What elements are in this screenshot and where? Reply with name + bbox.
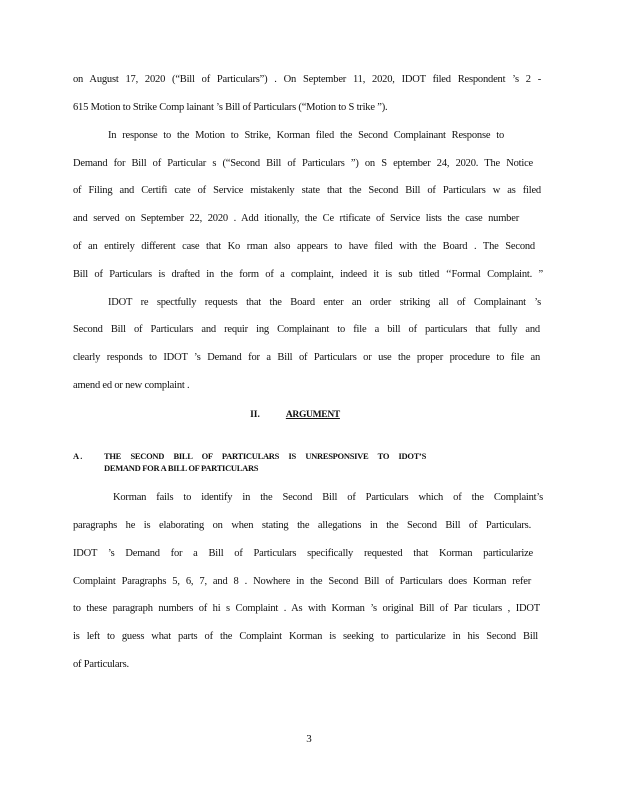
text-line: Second Bill of Particulars and requir ing Complainant to file a bill of particulars that fully and — [73, 324, 540, 335]
text-line: 615 Motion to Strike Comp lainant ’s Bill of Particulars (“Motion to S trike ”). — [73, 102, 388, 113]
text-line: IDOT ’s Demand for a Bill of Particulars specifically requested that Korman particularize — [73, 548, 533, 559]
text-line: of Particulars. — [73, 659, 129, 670]
text-line: Demand for Bill of Particular s (“Second Bill of Particulars ”) on S eptember 24, 2020. The Notice — [73, 158, 533, 169]
subheading-word: PARTICULARS — [221, 451, 280, 461]
section-heading — [0, 409, 618, 421]
text-line: Complaint Paragraphs 5, 6, 7, and 8 . Nowhere in the Second Bill of Particulars does Korman refer — [73, 576, 531, 587]
text-line: is left to guess what parts of the Complaint Korman is seeking to particularize in his Second Bill — [73, 631, 538, 642]
text-line: of Filing and Certifi cate of Service mistakenly state that the Second Bill of Particulars w as filed — [73, 185, 541, 196]
subheading-line-1 — [104, 451, 426, 462]
subheading-label: A . — [73, 451, 83, 461]
subheading-word: THE — [104, 451, 122, 461]
subheading-line-2: DEMAND FOR A BILL OF PARTICULARS — [104, 463, 259, 473]
section-number: II. — [250, 410, 260, 420]
subheading-word: IS UNRESPONSIVE TO IDOT’S — [288, 451, 427, 461]
page-number: 3 — [306, 733, 312, 745]
text-line: amend ed or new complaint . — [73, 380, 190, 391]
text-line: of an entirely different case that Ko rman also appears to have filed with the Board . The Second — [73, 241, 535, 252]
subheading-word: BILL OF — [173, 451, 213, 461]
text-line: In response to the Motion to Strike, Korman filed the Second Complainant Response to — [108, 130, 504, 141]
text-line: and served on September 22, 2020 . Add itionally, the Ce rtificate of Service lists the case number — [73, 213, 519, 224]
text-line: clearly responds to IDOT ’s Demand for a Bill of Particulars or use the proper procedure to file an — [73, 352, 540, 363]
text-line: paragraphs he is elaborating on when stating the allegations in the Second Bill of Particulars. — [73, 520, 531, 531]
text-line: IDOT re spectfully requests that the Board enter an order striking all of Complainant ’s — [108, 297, 541, 308]
section-title: ARGUMENT — [285, 410, 340, 420]
text-line: Bill of Particulars is drafted in the form of a complaint, indeed it is sub titled ‘‘Formal Complaint. ” — [73, 269, 543, 280]
subheading-word: SECOND — [130, 451, 165, 461]
text-line: on August 17, 2020 (“Bill of Particulars”) . On September 11, 2020, IDOT filed Respondent ’s 2 - — [73, 74, 541, 85]
text-line: to these paragraph numbers of hi s Complaint . As with Korman ’s original Bill of Par ticulars , IDOT — [73, 603, 540, 614]
text-line: Korman fails to identify in the Second Bill of Particulars which of the Complaint’s — [113, 492, 543, 503]
